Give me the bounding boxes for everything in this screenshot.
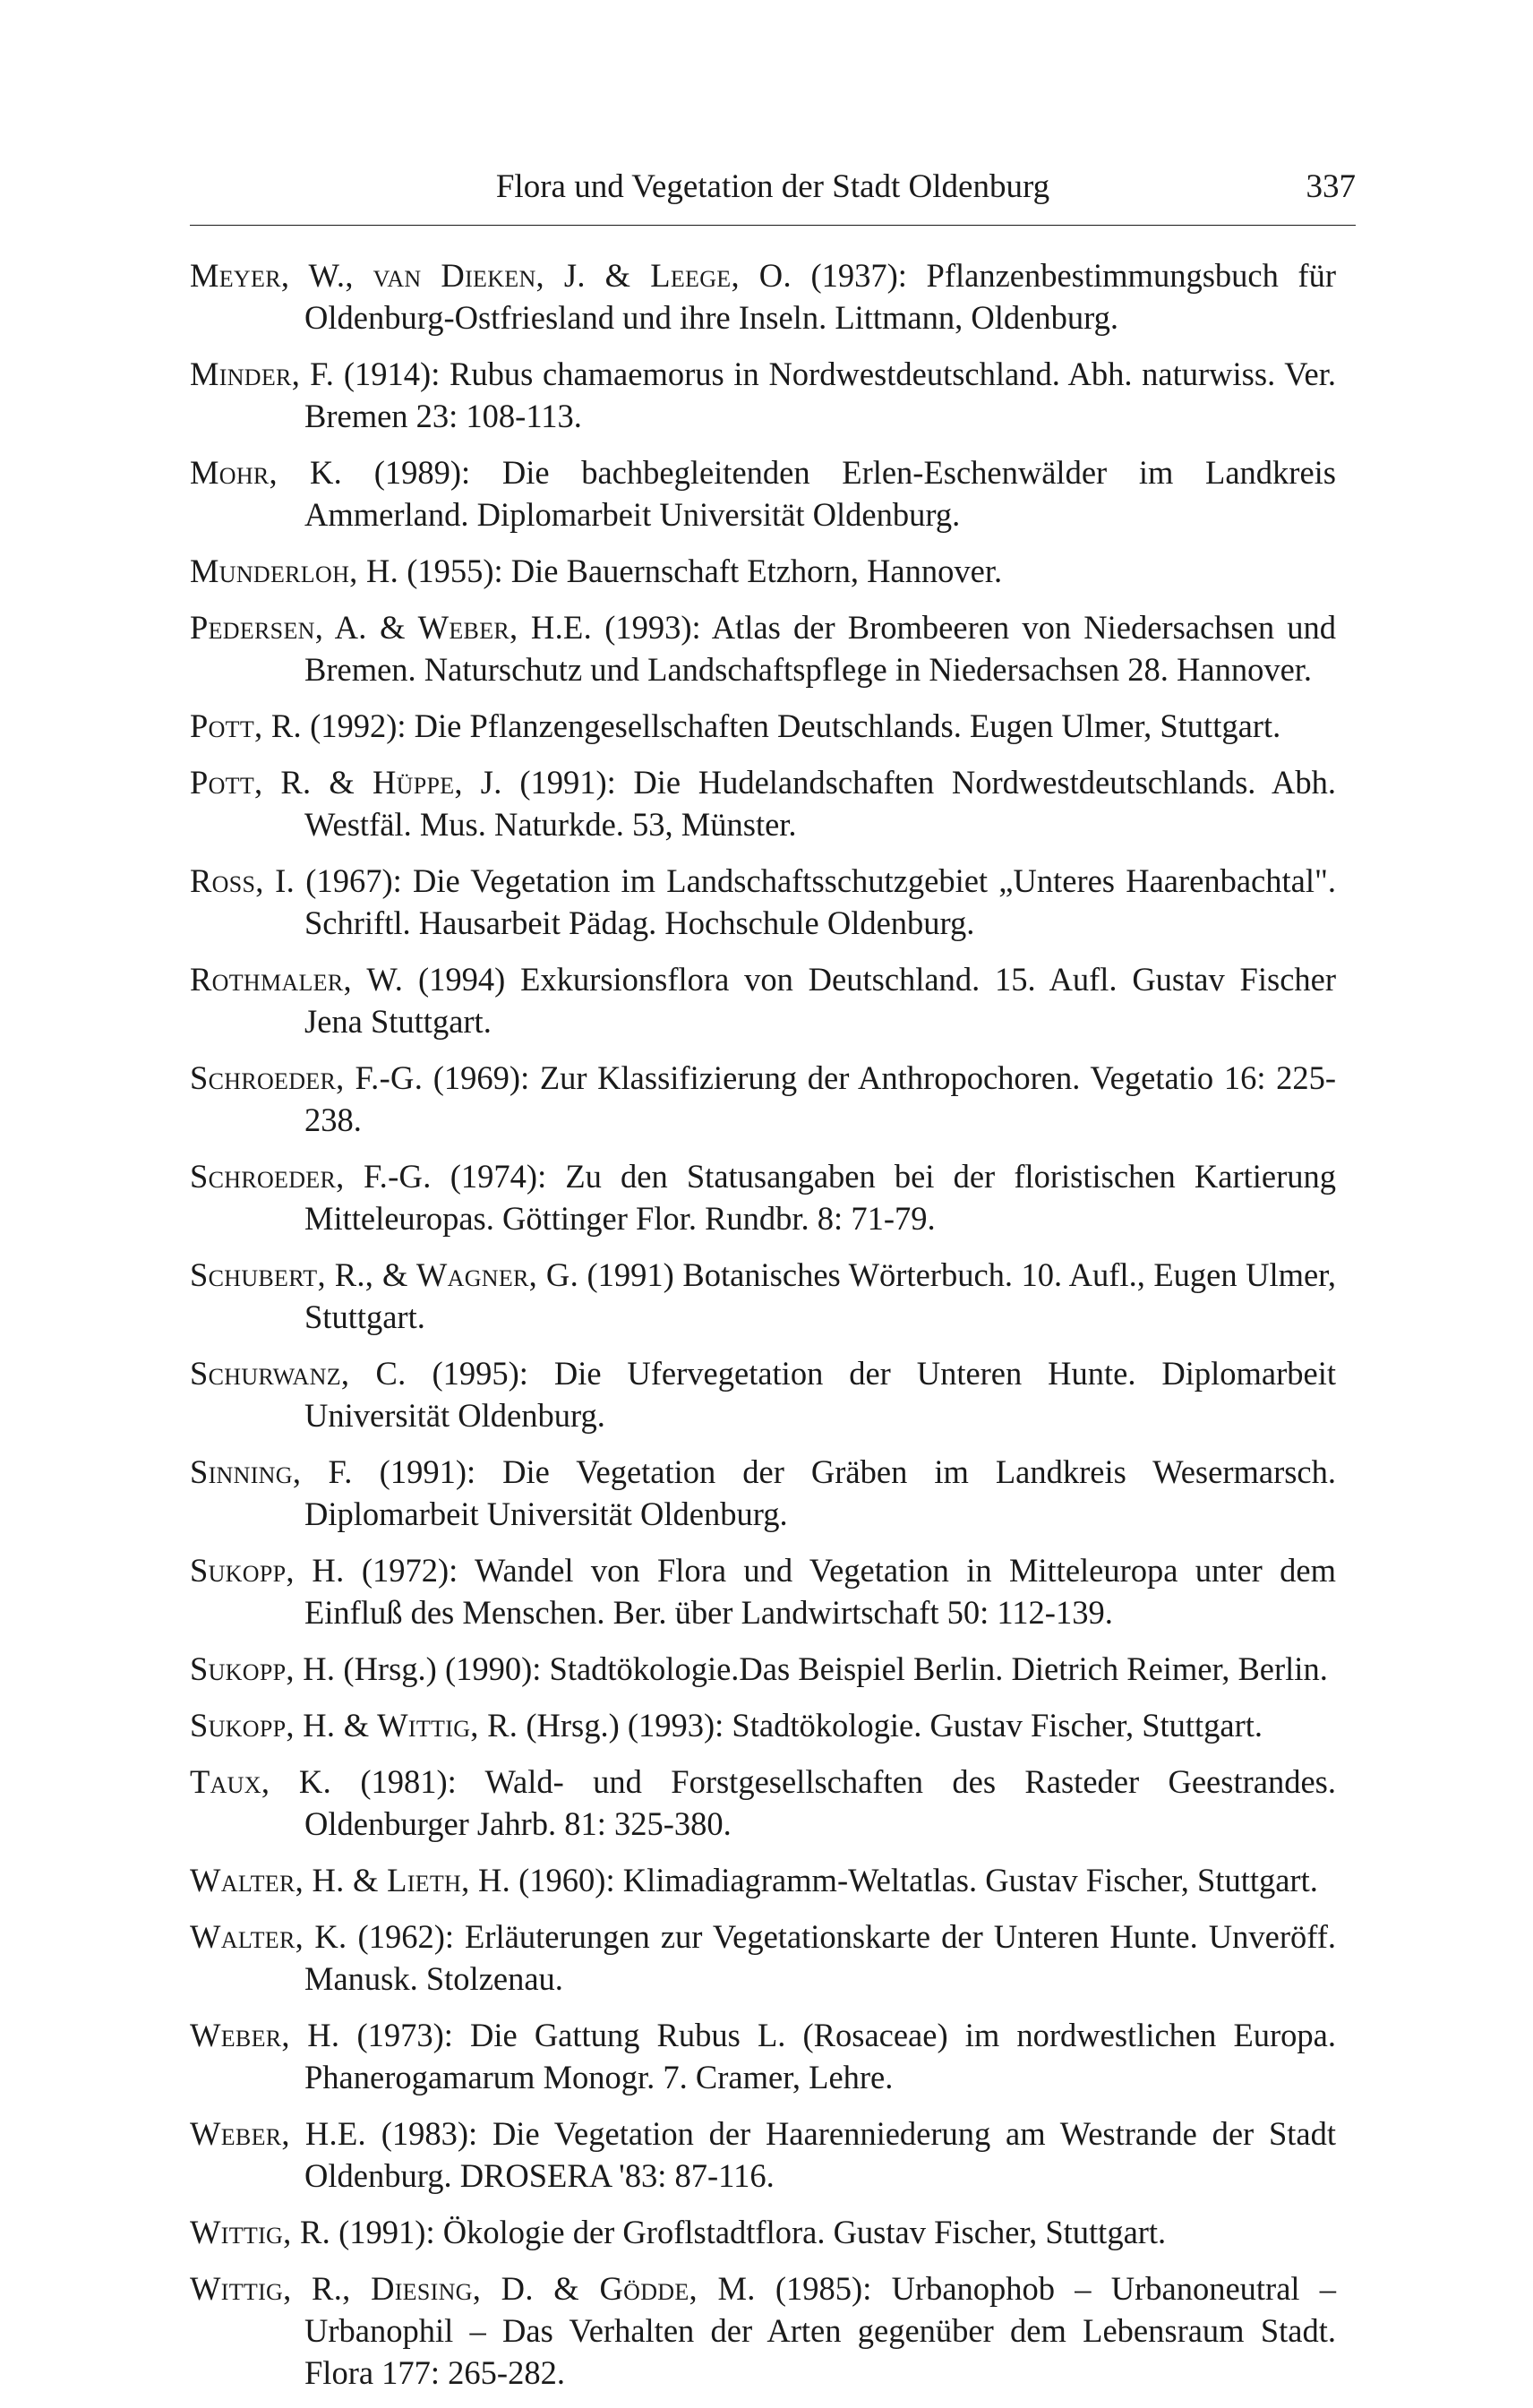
reference-text: (1955): Die Bauernschaft Etzhorn, Hannover.	[398, 553, 1003, 589]
reference-entry	[190, 1761, 1336, 1845]
reference-entry	[190, 606, 1336, 690]
reference-entry	[190, 1155, 1336, 1239]
reference-authors: Sukopp, H.	[190, 1650, 336, 1687]
reference-text: (1991): Die Hudelandschaften Nordwestdeutschlands. Abh. Westfäl. Mus. Naturkde. 53, Münster.	[304, 764, 1337, 843]
running-title: Flora und Vegetation der Stadt Oldenburg	[495, 168, 1050, 205]
reference-text: (1967): Die Vegetation im Landschaftsschutzgebiet „Unteres Haarenbachtal". Schriftl. Hausarbeit Pädag. Hochschule Oldenburg.	[295, 862, 1336, 941]
reference-authors: Walter, K.	[190, 1918, 347, 1955]
reference-text: (1991): Ökologie der Groflstadtflora. Gustav Fischer, Stuttgart.	[330, 2214, 1167, 2250]
reference-authors: Mohr, K.	[190, 454, 343, 491]
reference-text: (1914): Rubus chamaemorus in Nordwestdeutschland. Abh. naturwiss. Ver. Bremen 23: 108-113.	[304, 356, 1336, 434]
reference-text: (1991): Die Vegetation der Gräben im Landkreis Wesermarsch. Diplomarbeit Universität Oldenburg.	[304, 1453, 1337, 1532]
reference-text: (1991) Botanisches Wörterbuch. 10. Aufl., Eugen Ulmer, Stuttgart.	[304, 1256, 1337, 1335]
reference-text: (1937): Pflanzenbestimmungsbuch für Oldenburg-Ostfriesland und ihre Inseln. Littmann, Oldenburg.	[304, 257, 1336, 336]
reference-text: (1974): Zu den Statusangaben bei der floristischen Kartierung Mitteleuropas. Göttinger Flor. Rundbr. 8: 71-79.	[304, 1158, 1337, 1237]
reference-text: (1994) Exkursionsflora von Deutschland. 15. Aufl. Gustav Fischer Jena Stuttgart.	[304, 961, 1336, 1040]
reference-entry	[190, 705, 1336, 747]
reference-authors: Walter, H. & Lieth, H.	[190, 1862, 511, 1898]
reference-text: (1972): Wandel von Flora und Vegetation in Mitteleuropa unter dem Einfluß des Menschen. Ber. über Landwirtschaft 50: 112-139.	[304, 1552, 1336, 1631]
reference-list	[190, 254, 1336, 2408]
reference-text: (1960): Klimadiagramm-Weltatlas. Gustav Fischer, Stuttgart.	[510, 1862, 1318, 1898]
reference-authors: Pedersen, A. & Weber, H.E.	[190, 609, 593, 646]
reference-entry	[190, 1057, 1336, 1141]
reference-text: (1989): Die bachbegleitenden Erlen-Eschenwälder im Landkreis Ammerland. Diplomarbeit Universität Oldenburg.	[304, 454, 1336, 533]
reference-authors: Schubert, R., & Wagner, G.	[190, 1256, 579, 1293]
reference-entry	[190, 1704, 1336, 1746]
reference-authors: Minder, F.	[190, 356, 335, 392]
reference-text: (1985): Urbanophob – Urbanoneutral – Urbanophil – Das Verhalten der Arten gegenüber dem Lebensraum Stadt. Flora 177: 265-282.	[304, 2270, 1336, 2391]
reference-text: (Hrsg.) (1993): Stadtökologie. Gustav Fischer, Stuttgart.	[518, 1707, 1263, 1744]
reference-authors: Schurwanz, C.	[190, 1355, 407, 1392]
reference-entry	[190, 761, 1336, 845]
reference-entry	[190, 2014, 1336, 2098]
reference-entry	[190, 1451, 1336, 1535]
reference-entry	[190, 353, 1336, 437]
running-head	[190, 167, 1356, 220]
reference-authors: Sinning, F.	[190, 1453, 353, 1490]
reference-entry	[190, 550, 1336, 592]
reference-authors: Wittig, R.	[190, 2214, 331, 2250]
page-number: 337	[1306, 168, 1356, 205]
reference-authors: Taux, K.	[190, 1763, 331, 1800]
reference-authors: Weber, H.E.	[190, 2115, 366, 2152]
reference-entry	[190, 1254, 1336, 1338]
reference-authors: Sukopp, H. & Wittig, R.	[190, 1707, 518, 1744]
reference-authors: Munderloh, H.	[190, 553, 399, 589]
reference-entry	[190, 860, 1336, 944]
reference-entry	[190, 1549, 1336, 1633]
reference-authors: Schroeder, F.-G.	[190, 1059, 424, 1096]
reference-entry	[190, 1859, 1336, 1901]
reference-entry	[190, 1915, 1336, 2000]
header-rule	[190, 225, 1356, 226]
reference-authors: Rothmaler, W.	[190, 961, 404, 998]
reference-entry	[190, 2267, 1336, 2394]
reference-entry	[190, 1352, 1336, 1436]
reference-entry	[190, 1648, 1336, 1690]
reference-entry	[190, 958, 1336, 1042]
reference-entry	[190, 451, 1336, 536]
reference-authors: Pott, R.	[190, 707, 302, 744]
reference-authors: Weber, H.	[190, 2017, 340, 2053]
reference-authors: Sukopp, H.	[190, 1552, 345, 1589]
reference-entry	[190, 2112, 1336, 2197]
reference-text: (1995): Die Ufervegetation der Unteren Hunte. Diplomarbeit Universität Oldenburg.	[304, 1355, 1336, 1434]
reference-text: (1983): Die Vegetation der Haarenniederung am Westrande der Stadt Oldenburg. DROSERA '83: 87-116.	[304, 2115, 1336, 2194]
reference-text: (1962): Erläuterungen zur Vegetationskarte der Unteren Hunte. Unveröff. Manusk. Stolzenau.	[304, 1918, 1337, 1997]
reference-text: (1993): Atlas der Brombeeren von Niedersachsen und Bremen. Naturschutz und Landschaftspflege in Niedersachsen 28. Hannover.	[304, 609, 1336, 688]
reference-text: (1969): Zur Klassifizierung der Anthropochoren. Vegetatio 16: 225-238.	[304, 1059, 1337, 1138]
reference-entry	[190, 2211, 1336, 2253]
reference-entry	[190, 254, 1336, 338]
reference-text: (1973): Die Gattung Rubus L. (Rosaceae) im nordwestlichen Europa. Phanerogamarum Monogr. 7. Cramer, Lehre.	[304, 2017, 1336, 2095]
reference-text: (1981): Wald- und Forstgesellschaften des Rasteder Geestrandes. Oldenburger Jahrb. 81: 325-380.	[304, 1763, 1336, 1842]
reference-text: (Hrsg.) (1990): Stadtökologie.Das Beispiel Berlin. Dietrich Reimer, Berlin.	[335, 1650, 1328, 1687]
reference-authors: Ross, I.	[190, 862, 295, 899]
reference-authors: Meyer, W., van Dieken, J. & Leege, O.	[190, 257, 792, 294]
reference-authors: Wittig, R., Diesing, D. & Gödde, M.	[190, 2270, 756, 2307]
reference-authors: Pott, R. & Hüppe, J.	[190, 764, 502, 801]
reference-authors: Schroeder, F.-G.	[190, 1158, 432, 1195]
reference-text: (1992): Die Pflanzengesellschaften Deutschlands. Eugen Ulmer, Stuttgart.	[301, 707, 1281, 744]
